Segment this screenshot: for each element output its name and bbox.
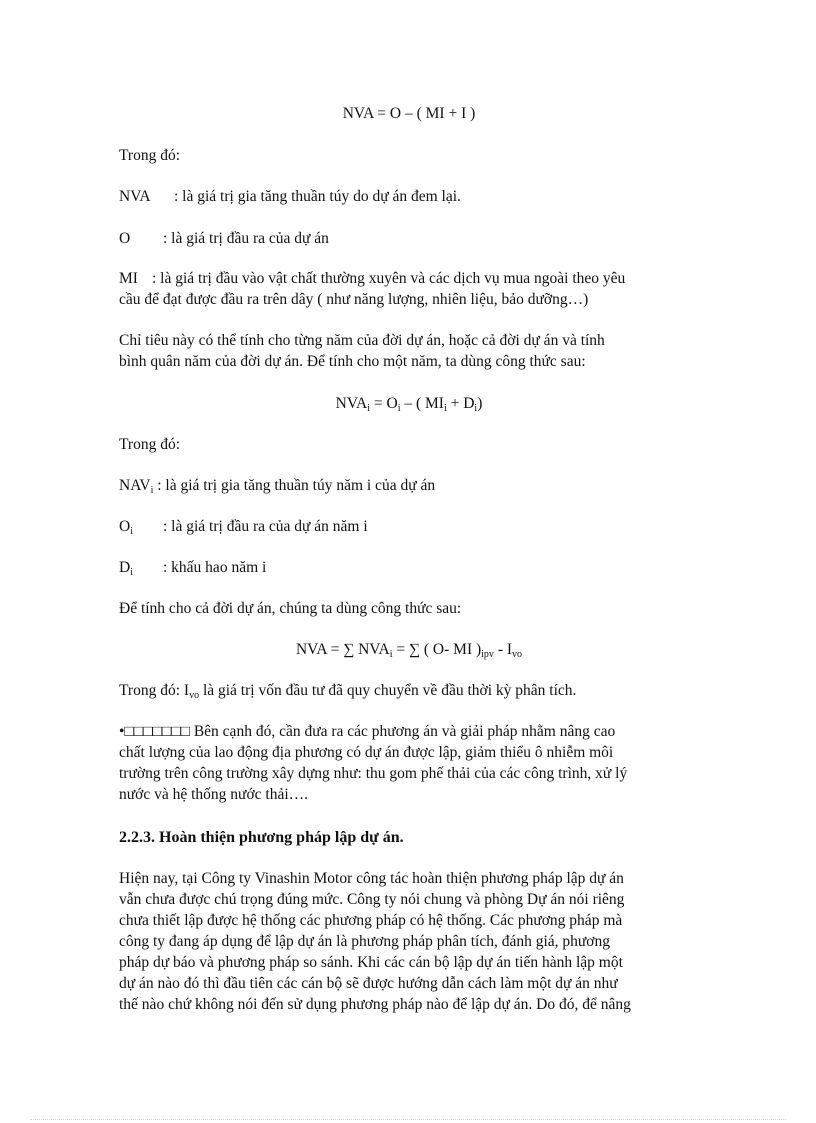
formula-nva: NVA = O – ( MI + I ) [342, 105, 476, 122]
section-paragraph-line: Hiện nay, tại Công ty Vinashin Motor công tác hoàn thiện phương pháp lập dự án [119, 870, 624, 887]
trong-do-label-2: Trong đó: [119, 436, 181, 453]
definition-mi-cont: cầu để đạt được đầu ra trên dây ( như năng lượng, nhiên liệu, bảo dưỡng…) [119, 291, 589, 308]
definition-o-i: $O_i$ : là giá trị đầu ra của dự án năm i [119, 518, 368, 537]
definition-term: O [119, 230, 131, 247]
definition-o: O : là giá trị đầu ra của dự án [119, 230, 329, 247]
section-paragraph-line: pháp dự báo và phương pháp so sánh. Khi các cán bộ lập dự án tiến hành lập một [119, 954, 623, 971]
section-paragraph-line: chưa thiết lập được hệ thống các phương pháp có hệ thống. Các phương pháp mà [119, 912, 623, 929]
paragraph-indicator-line: Chỉ tiêu này có thể tính cho từng năm của đời dự án, hoặc cả đời dự án và tính [119, 332, 605, 349]
section-paragraph-line: công ty đang áp dụng để lập dự án là phương pháp phân tích, đánh giá, phương [119, 933, 610, 950]
definition-nva: NVA : là giá trị gia tăng thuần túy do dự án đem lại. [119, 188, 461, 205]
formula-nva-sum: NVA = ∑ $NVA_i$ = ∑ ( O- MI )$_{ipv} - I_{vo}$ [295, 641, 523, 660]
bullet-paragraph-line: trường trên công trường xây dựng như: thu gom phế thải của các công trình, xử lý [119, 765, 628, 782]
definition-term: NVA [119, 188, 151, 205]
bullet-paragraph-line: •□□□□□□□ Bên cạnh đó, cần đưa ra các phương án và giải pháp nhằm nâng cao [119, 723, 616, 740]
section-paragraph-line: vẫn chưa được chú trọng đúng mức. Công ty nói chung và phòng Dự án nói riêng [119, 891, 625, 908]
formula-nva-i: $NVA_i = O_i$ – ( $MI_i + D_i$) [335, 395, 483, 414]
bullet-paragraph-line: nước và hệ thống nước thải…. [119, 786, 309, 803]
trong-do-label-1: Trong đó: [119, 147, 181, 164]
page-bottom-divider [30, 1119, 786, 1120]
trong-do-ivo: Trong đó: $I_{vo}$ là giá trị vốn đầu tư đã quy chuyển về đầu thời kỳ phân tích. [119, 682, 577, 701]
section-paragraph-line: thế nào chứ không nói đến sử dụng phương pháp nào để lập dự án. Do đó, để nâng [119, 996, 631, 1013]
paragraph-indicator-line: bình quân năm của đời dự án. Để tính cho một năm, ta dùng công thức sau: [119, 353, 586, 370]
definition-mi: MI : là giá trị đầu vào vật chất thường xuyên và các dịch vụ mua ngoài theo yêu [119, 270, 626, 287]
paragraph-whole-life: Để tính cho cả đời dự án, chúng ta dùng công thức sau: [119, 600, 462, 617]
definition-term: MI [119, 270, 138, 287]
bullet-paragraph-line: chất lượng của lao động địa phương có dự án được lập, giảm thiểu ô nhiễm môi [119, 744, 614, 761]
section-paragraph-line: dự án nào đó thì đầu tiên các cán bộ sẽ được hướng dẫn cách làm một dự án như [119, 975, 618, 992]
section-heading: 2.2.3. Hoàn thiện phương pháp lập dự án. [119, 829, 404, 846]
definition-nav-i: $NAV_i$ : là giá trị gia tăng thuần túy năm i của dự án [119, 477, 436, 496]
definition-d-i: $D_i$ : khấu hao năm i [119, 559, 267, 578]
